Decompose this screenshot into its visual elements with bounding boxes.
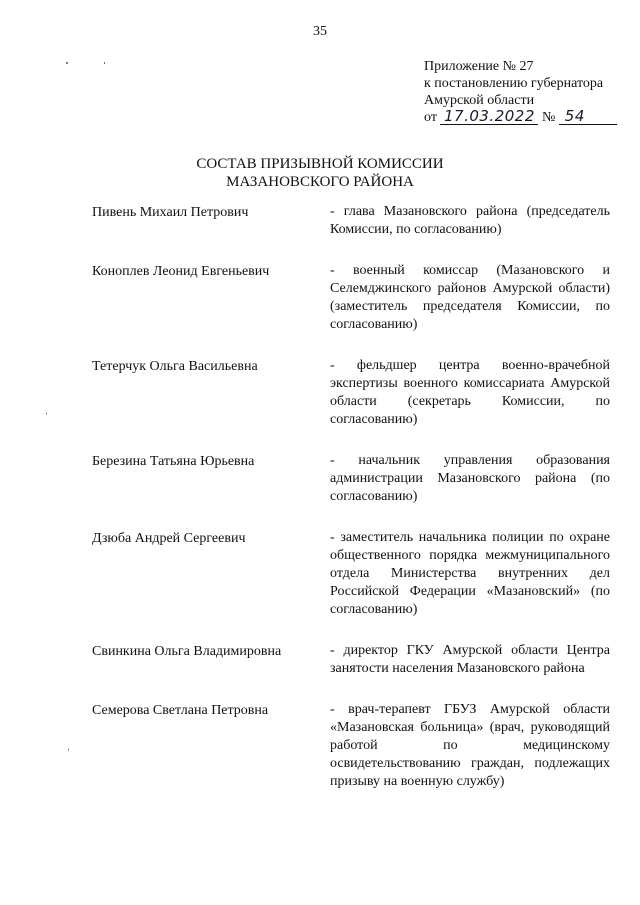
member-name: Семерова Светлана Петровна xyxy=(92,703,269,718)
appendix-block xyxy=(424,58,624,126)
member-row xyxy=(92,701,612,791)
appendix-date-line xyxy=(424,109,624,126)
member-row xyxy=(92,357,612,429)
member-role: - врач-терапевт ГБУЗ Амурской области «Мазановская больница» (врач, руководящий работой по медицинскому освидетельствованию граждан, подлежащих призыву на военную службу) xyxy=(330,702,610,789)
title-line-2: МАЗАНОВСКОГО РАЙОНА xyxy=(226,174,414,190)
member-name: Дзюба Андрей Сергеевич xyxy=(92,531,246,546)
handwritten-number: 54 xyxy=(559,109,617,125)
member-row xyxy=(92,203,612,239)
document-title xyxy=(0,155,640,191)
title-line-1: СОСТАВ ПРИЗЫВНОЙ КОМИССИИ xyxy=(196,156,444,172)
member-name: Березина Татьяна Юрьевна xyxy=(92,454,255,469)
page-number: 35 xyxy=(313,24,327,39)
member-role: - военный комиссар (Мазановского и Селемджинского районов Амурской области) (заместитель председателя Комиссии, по согласованию) xyxy=(330,263,610,332)
member-name: Свинкина Ольга Владимировна xyxy=(92,644,282,659)
scan-speck xyxy=(104,62,105,64)
member-name: Тетерчук Ольга Васильевна xyxy=(92,359,258,374)
member-row xyxy=(92,642,612,678)
number-label: № xyxy=(541,110,556,125)
member-row xyxy=(92,452,612,506)
appendix-line-1: Приложение № 27 xyxy=(424,59,534,74)
appendix-line-3: Амурской области xyxy=(424,93,535,108)
appendix-line-2: к постановлению губернатора xyxy=(424,76,604,91)
handwritten-date: 17.03.2022 xyxy=(440,109,538,125)
scan-speck xyxy=(68,748,69,751)
member-name: Пивень Михаил Петрович xyxy=(92,205,249,220)
member-name: Коноплев Леонид Евгеньевич xyxy=(92,264,270,279)
member-role: - директор ГКУ Амурской области Центра занятости населения Мазановского района xyxy=(330,643,610,676)
member-role: - фельдшер центра военно-врачебной экспертизы военного комиссариата Амурской области (секретарь Комиссии, по согласованию) xyxy=(330,358,610,427)
member-role: - начальник управления образования администрации Мазановского района (по согласованию) xyxy=(330,453,610,504)
member-role: - глава Мазановского района (председатель Комиссии, по согласованию) xyxy=(330,204,610,237)
scan-speck xyxy=(46,412,47,415)
commission-members xyxy=(92,203,612,814)
member-row xyxy=(92,529,612,619)
member-row xyxy=(92,262,612,334)
from-label: от xyxy=(424,110,437,125)
scan-speck xyxy=(66,62,68,64)
member-role: - заместитель начальника полиции по охране общественного порядка межмуниципального отдела Министерства внутренних дел Российской Федерации «Мазановский» (по согласованию) xyxy=(330,530,610,617)
